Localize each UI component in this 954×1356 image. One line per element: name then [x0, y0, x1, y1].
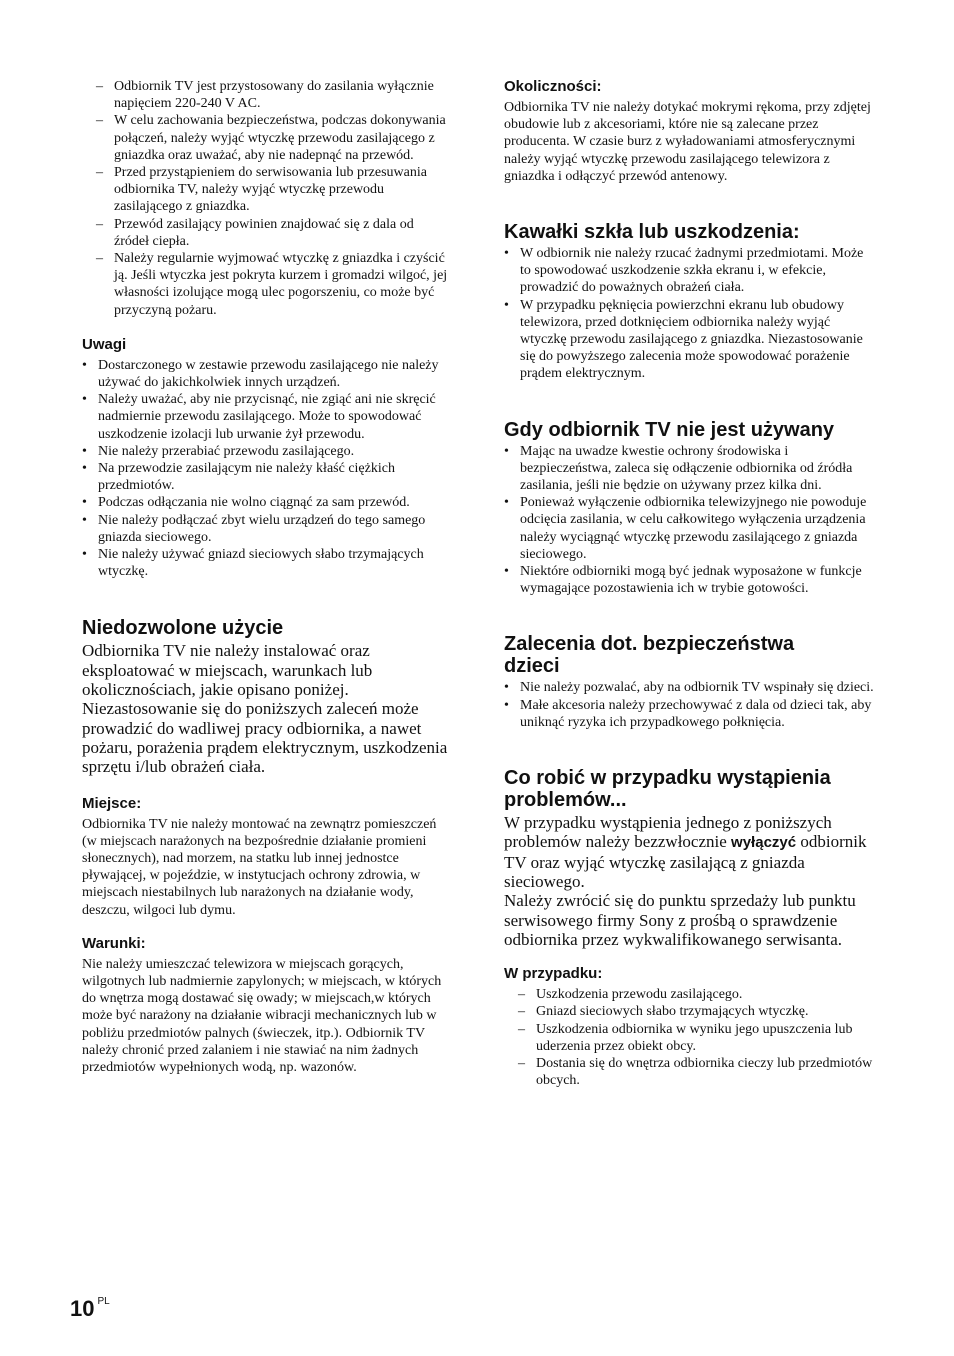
- list-item: • Na przewodzie zasilającym nie należy kłaść ciężkich przedmiotów.: [82, 460, 450, 494]
- miejsce-heading: Miejsce:: [82, 794, 142, 812]
- list-item: – Przewód zasilający powinien znajdować się z dala od źródeł ciepła.: [82, 216, 450, 250]
- miejsce-text: Odbiornika TV nie należy montować na zewnątrz pomieszczeń (w miejscach narażonych na bezpośrednie działanie promieni słonecznych), nad morzem, na statku lub innej jednostce pływającej, w pojeździe, w instytucjach ochrony zdrowia, w miejscach niestabilnych lub narażonych na działanie wody, deszczu, wilgoci lub dymu.: [82, 816, 437, 918]
- problemy-text-2: Należy zwrócić się do punktu sprzedaży lub punktu serwisowego firmy Sony z prośbą o sprawdzenie odbiornika przez wykwalifikowanego serwisanta.: [504, 891, 856, 949]
- list-item: • Dostarczonego w zestawie przewodu zasilającego nie należy używać do jakichkolwiek innych urządzeń.: [82, 357, 450, 391]
- warunki-text: Nie należy umieszczać telewizora w miejscach gorących, wilgotnych lub nadmiernie zapylonych; w miejscach, w których do wnętrza mogą dostawać się owady; w miejscach,w których może być narażony na działanie wibracji mechanicznych lub w pobliżu przedmiotów palnych (świeczek, itp.). Odbiornik TV należy chronić przed zalaniem i nie stawiać na nim żadnych przedmiotów wypełnionych wodą, np. wazonów.: [82, 956, 442, 1075]
- left-column: [82, 78, 450, 1076]
- list-item: • Nie należy podłączać zbyt wielu urządzeń do tego samego gniazda sieciowego.: [82, 512, 450, 546]
- page-number-value: 10: [70, 1296, 95, 1321]
- gdy-list: [504, 443, 874, 598]
- niedozwolone-text: Odbiornika TV nie należy instalować oraz eksploatować w miejscach, warunkach lub okolicznościach, jakie opisano poniżej. Niezastosowanie się do poniższych zaleceń może prowadzić do wadliwej pracy odbiornika, a nawet pożaru, porażenia prądem elektrycznym, uszkodzenia sprzętu i/lub obrażeń ciała.: [82, 641, 448, 777]
- list-item: • Nie należy pozwalać, aby na odbiornik TV wspinały się dzieci.: [504, 679, 874, 696]
- power-cord-warnings-list: [82, 78, 450, 319]
- problemy-section: [504, 767, 874, 949]
- dzieci-section: [504, 633, 874, 731]
- list-item: – W celu zachowania bezpieczeństwa, podczas dokonywania połączeń, należy wyjąć wtyczkę przewodu zasilającego z gniazdka oraz uważać, aby nie nadepnąć na przewód.: [82, 112, 450, 164]
- gdy-heading: Gdy odbiornik TV nie jest używany: [504, 418, 835, 441]
- list-item: – Uszkodzenia odbiornika w wyniku jego upuszczenia lub uderzenia przez obiekt obcy.: [504, 1021, 874, 1055]
- kawalki-heading: Kawałki szkła lub uszkodzenia:: [504, 221, 800, 244]
- list-item: – Odbiornik TV jest przystosowany do zasilania wyłącznie napięciem 220-240 V AC.: [82, 78, 450, 112]
- page-number: [70, 1296, 110, 1322]
- list-item: • Niektóre odbiorniki mogą być jednak wyposażone w funkcje wymagające pozostawienia ich w trybie gotowości.: [504, 563, 874, 597]
- niedozwolone-section: [82, 617, 450, 776]
- problemy-text-after: odbiornik TV oraz wyjąć wtyczkę zasilającą z gniazda sieciowego.: [504, 832, 867, 891]
- right-column: [504, 78, 874, 1089]
- list-item: – Gniazd sieciowych słabo trzymających wtyczkę.: [504, 1003, 874, 1020]
- kawalki-section: [504, 221, 874, 383]
- problemy-text-before: W przypadku wystąpienia jednego z poniższych problemów należy bezzwłocznie: [504, 813, 832, 852]
- list-item: • Należy uważać, aby nie przycisnąć, nie zgiąć ani nie skręcić nadmiernie przewodu zasilającego. Może to spowodować uszkodzenie izolacji lub urwanie żył przewodu.: [82, 391, 450, 443]
- dzieci-list: [504, 679, 874, 731]
- przypadku-section: [504, 965, 874, 1089]
- list-item: • Nie należy używać gniazd sieciowych słabo trzymających wtyczkę.: [82, 546, 450, 580]
- problemy-text-bold: wyłączyć: [731, 834, 797, 852]
- kawalki-list: [504, 245, 874, 383]
- page-language-code: PL: [97, 1296, 110, 1307]
- uwagi-heading: Uwagi: [82, 335, 127, 353]
- list-item: – Należy regularnie wyjmować wtyczkę z gniazdka i czyścić ją. Jeśli wtyczka jest pokryta kurzem i gromadzi wilgoć, jej własności izolujące mogą ulec pogorszeniu, co może być przyczyną pożaru.: [82, 250, 450, 319]
- warunki-heading: Warunki:: [82, 934, 146, 952]
- list-item: • W przypadku pęknięcia powierzchni ekranu lub obudowy telewizora, przed dotknięciem odbiornika należy wyjąć wtyczkę przewodu zasilającego z gniazdka. Niezastosowanie się do powyższego zalecenia może spowodować porażenie prądem elektrycznym.: [504, 297, 874, 383]
- dzieci-heading: Zalecenia dot. bezpieczeństwa dzieci: [504, 633, 795, 678]
- miejsce-section: [82, 795, 450, 919]
- list-item: – Przed przystąpieniem do serwisowania lub przesuwania odbiornika TV, należy wyjąć wtyczkę przewodu zasilającego z gniazdka.: [82, 164, 450, 216]
- list-item: – Dostania się do wnętrza odbiornika cieczy lub przedmiotów obcych.: [504, 1055, 874, 1089]
- list-item: • Nie należy przerabiać przewodu zasilającego.: [82, 443, 450, 460]
- list-item: • Mając na uwadze kwestie ochrony środowiska i bezpieczeństwa, zaleca się odłączenie odbiornika od źródła zasilania, jeśli nie będzie on używany przez kilka dni.: [504, 443, 874, 495]
- okolicznosci-section: [504, 78, 874, 185]
- list-item: – Uszkodzenia przewodu zasilającego.: [504, 986, 874, 1003]
- gdy-section: [504, 419, 874, 598]
- przypadku-heading: W przypadku:: [504, 965, 603, 983]
- list-item: • Małe akcesoria należy przechowywać z dala od dzieci tak, aby uniknąć ryzyka ich przypadkowego połknięcia.: [504, 697, 874, 731]
- problemy-text: [504, 813, 874, 891]
- list-item: • Ponieważ wyłączenie odbiornika telewizyjnego nie powoduje odcięcia zasilania, w celu całkowitego wyłączenia urządzenia należy wyciągnąć wtyczkę przewodu zasilającego z gniazda sieciowego.: [504, 494, 874, 563]
- warunki-section: [82, 935, 450, 1076]
- list-item: • W odbiornik nie należy rzucać żadnymi przedmiotami. Może to spowodować uszkodzenie szkła ekranu i, w efekcie, prowadzić do poważnych obrażeń ciała.: [504, 245, 874, 297]
- uwagi-section: [82, 336, 450, 581]
- przypadku-list: [504, 986, 874, 1089]
- okolicznosci-text: Odbiornika TV nie należy dotykać mokrymi rękoma, przy zdjętej obudowie lub z akcesoriami, które nie są zalecane przez producenta. W czasie burz z wyładowaniami atmosferycznymi należy wyjąć wtyczkę przewodu zasilającego telewizora z gniazdka i odłączyć przewód antenowy.: [504, 100, 871, 184]
- uwagi-list: [82, 357, 450, 581]
- list-item: • Podczas odłączania nie wolno ciągnąć za sam przewód.: [82, 494, 450, 511]
- niedozwolone-heading: Niedozwolone użycie: [82, 617, 284, 640]
- problemy-heading: Co robić w przypadku wystąpienia problemów...: [504, 767, 831, 812]
- okolicznosci-heading: Okoliczności:: [504, 78, 602, 95]
